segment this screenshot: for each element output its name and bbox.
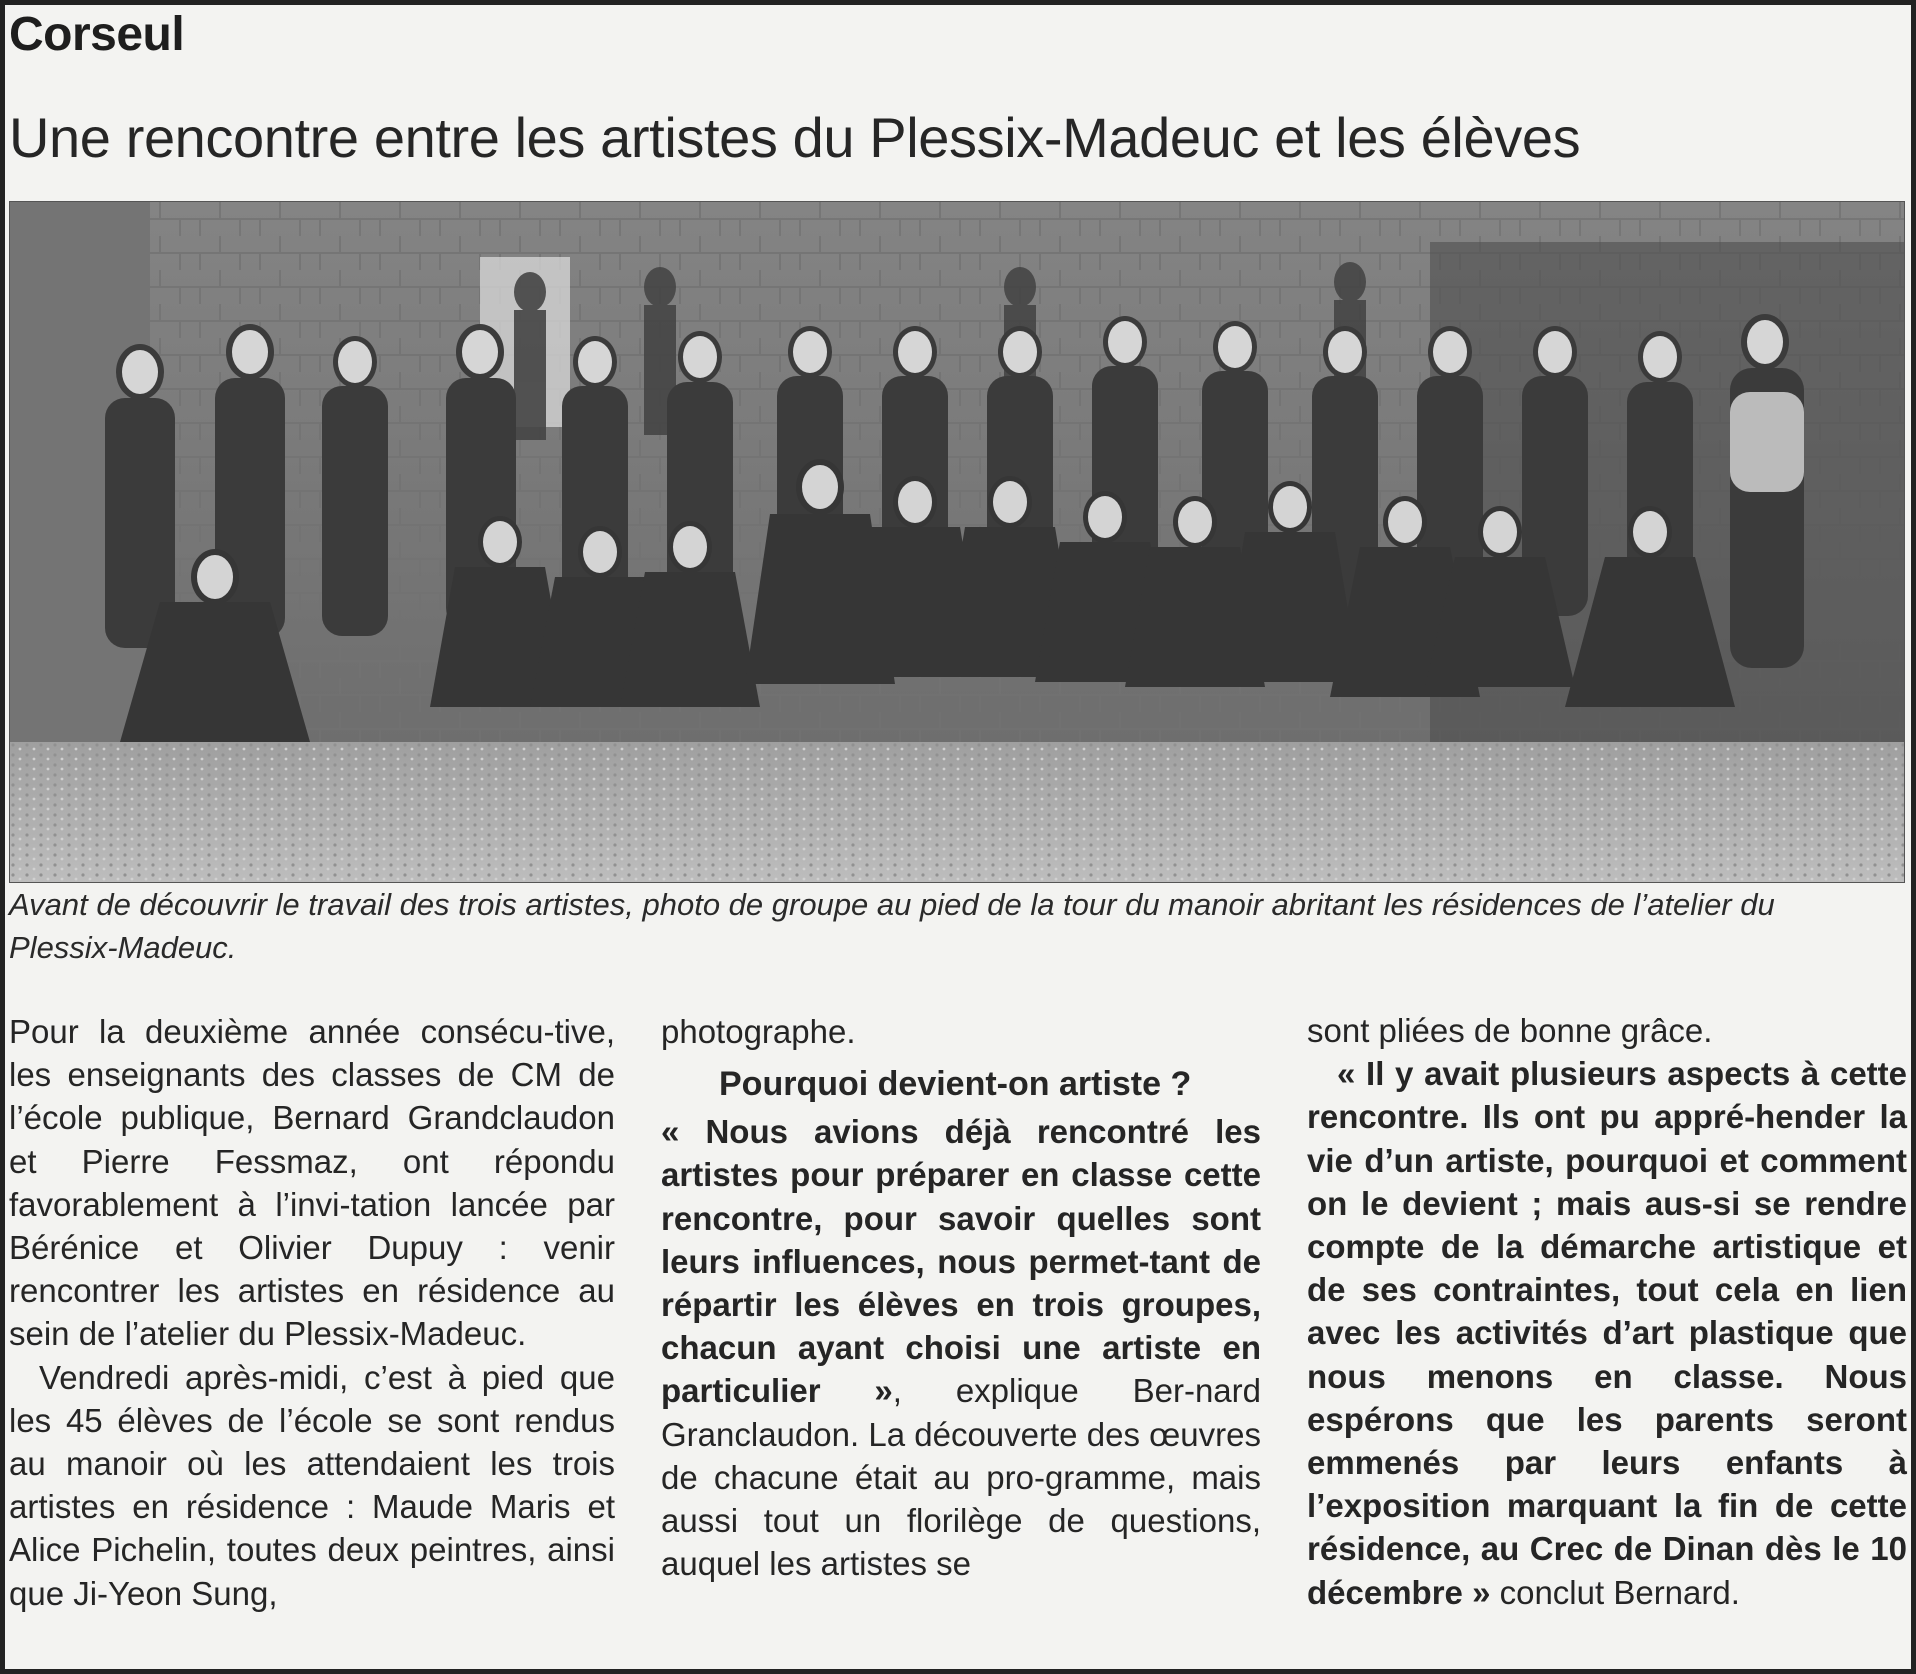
group-photo	[9, 201, 1905, 883]
paragraph-2: Vendredi après-midi, c’est à pied que les 45 élèves de l’école se sont rendus au manoir où les attendaient les trois artistes en résidence : Maude Maris et Alice Pichelin, toutes deux peintres, ainsi que Ji-Yeon Sung,	[9, 1358, 615, 1612]
quote-attribution: , explique Ber-nard Granclaudon. La découverte des œuvres de chacune était au pro-gramme, mais aussi tout un florilège de questions, auquel les artistes se	[661, 1372, 1262, 1583]
paragraph-continuation: photographe.	[661, 1013, 856, 1050]
quote-paragraph-3	[1307, 1052, 1907, 1614]
quote-bold-3: « Il y avait plusieurs aspects à cette rencontre. Ils ont pu appré-hender la vie d’un artiste, pourquoi et comment on le devient ; mais aus-si se rendre compte de la démarche artistique et de ses contraintes, tout cela en lien avec les activités d’art plastique que nous menons en classe. Nous espérons que les parents seront emmenés par leurs enfants à l’exposition marquant la fin de cette résidence, au Crec de Dinan dès le 10 décembre »	[1307, 1055, 1907, 1611]
article-column-2	[661, 1010, 1261, 1585]
quote-attribution-3: conclut Bernard.	[1490, 1573, 1740, 1611]
location-kicker: Corseul	[9, 8, 185, 61]
group-photo-illustration	[10, 202, 1904, 882]
quote-bold: « Nous avions déjà rencontré les artistes pour préparer en classe cette rencontre, pour savoir quelles sont leurs influences, nous permet-tant de répartir les élèves en trois groupes, chacun ayant choisi une artiste en particulier »	[661, 1113, 1261, 1410]
quote-paragraph	[661, 1110, 1261, 1585]
article-column-3	[1307, 1009, 1907, 1614]
article-column-1	[9, 1010, 615, 1615]
section-subhead: Pourquoi devient-on artiste ?	[719, 1065, 1192, 1104]
paragraph-1: Pour la deuxième année consécu-tive, les enseignants des classes de CM de l’école publique, Bernard Grandclaudon et Pierre Fessmaz, ont répondu favorablement à l’invi-tation lancée par Bérénice et Olivier Dupuy : venir rencontrer les artistes en résidence au sein de l’atelier du Plessix-Madeuc.	[9, 1013, 615, 1353]
photo-caption: Avant de découvrir le travail des trois artistes, photo de groupe au pied de la tour du manoir abritant les résidences de l’atelier du Plessix-Madeuc.	[9, 887, 1775, 965]
paragraph-continuation-3: sont pliées de bonne grâce.	[1307, 1012, 1713, 1049]
article-headline: Une rencontre entre les artistes du Plessix-Madeuc et les élèves	[9, 106, 1581, 169]
